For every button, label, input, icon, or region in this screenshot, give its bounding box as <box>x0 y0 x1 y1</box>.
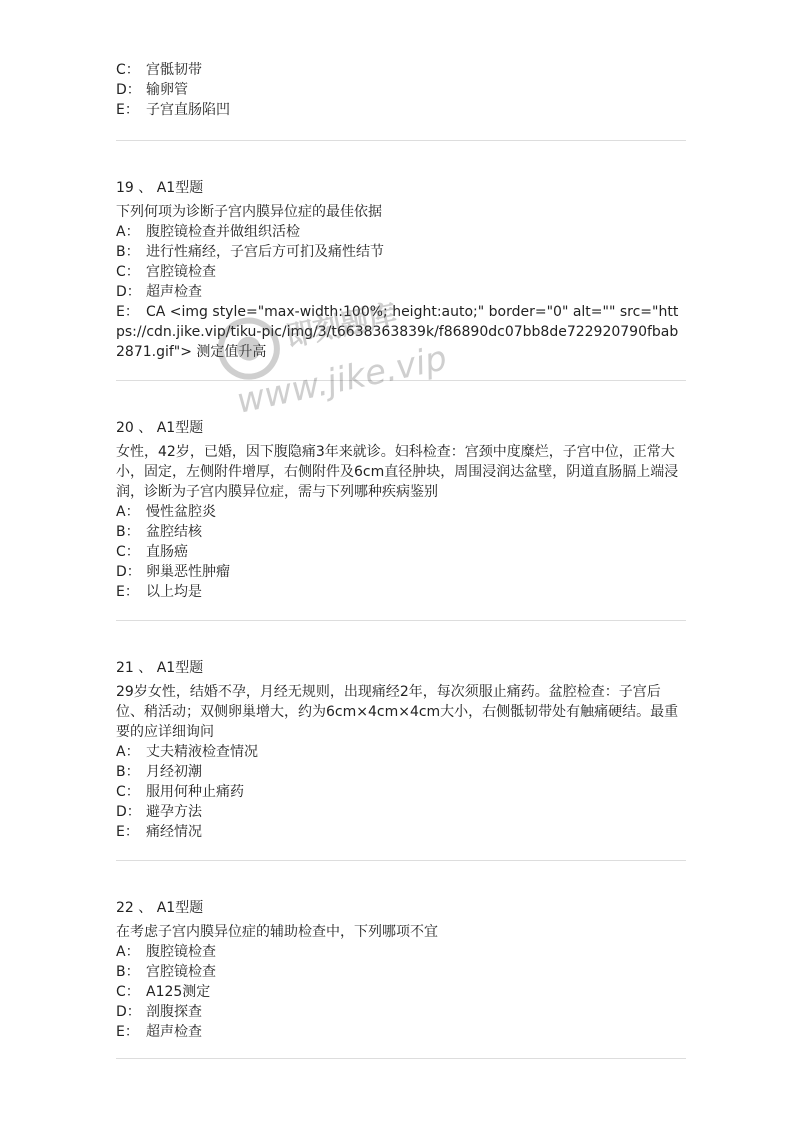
option-e: E： 子宫直肠陷凹 <box>116 102 230 118</box>
previous-question-options <box>116 60 686 120</box>
option-a: A： 丈夫精液检查情况 <box>116 744 258 760</box>
question-header: 21 、 A1型题 <box>116 660 204 676</box>
option-d: D： 剖腹探查 <box>116 1004 202 1020</box>
option-b: B： 盆腔结核 <box>116 524 202 540</box>
option-c: C： 直肠癌 <box>116 544 188 560</box>
question-stem: 29岁女性，结婚不孕，月经无规则，出现痛经2年，每次须服止痛药。盆腔检查：子宫后位、稍活动；双侧卵巢增大，约为6cm×4cm×4cm大小，右侧骶韧带处有触痛硬结。最重要的应详细询问 <box>116 684 679 740</box>
question-22 <box>116 898 686 1042</box>
option-c: C： 服用何种止痛药 <box>116 784 244 800</box>
divider <box>116 1058 686 1059</box>
question-20 <box>116 418 686 602</box>
question-header: 20 、 A1型题 <box>116 420 204 436</box>
question-stem: 在考虑子宫内膜异位症的辅助检查中，下列哪项不宜 <box>116 924 438 940</box>
option-a: A： 腹腔镜检查 <box>116 944 216 960</box>
question-stem: 下列何项为诊断子宫内膜异位症的最佳依据 <box>116 204 382 220</box>
option-e: E： 以上均是 <box>116 584 202 600</box>
option-a: A： 慢性盆腔炎 <box>116 504 216 520</box>
question-header: 19 、 A1型题 <box>116 180 204 196</box>
option-b: B： 月经初潮 <box>116 764 202 780</box>
option-a: A： 腹腔镜检查并做组织活检 <box>116 224 300 240</box>
watermark-text-cn: 即刻题库 <box>283 297 400 354</box>
question-stem: 女性，42岁，已婚，因下腹隐痛3年来就诊。妇科检查：宫颈中度糜烂，子宫中位，正常大小，固定，左侧附件增厚，右侧附件及6cm直径肿块，周围浸润达盆壁，阴道直肠膈上端浸润，诊断为子宫内膜异位症，需与下列哪种疾病鉴别 <box>116 444 679 500</box>
option-c: C： 宫骶韧带 <box>116 62 202 78</box>
option-d: D： 输卵管 <box>116 82 188 98</box>
watermark-text-url: www.jike.vip <box>233 338 451 422</box>
option-c: C： A125测定 <box>116 984 211 1000</box>
option-d: D： 卵巢恶性肿瘤 <box>116 564 230 580</box>
option-d: D： 超声检查 <box>116 284 202 300</box>
option-b: B： 进行性痛经，子宫后方可扪及痛性结节 <box>116 244 384 260</box>
question-21 <box>116 658 686 842</box>
option-e: E： 超声检查 <box>116 1024 202 1040</box>
divider <box>116 620 686 621</box>
option-b: B： 宫腔镜检查 <box>116 964 216 980</box>
question-header: 22 、 A1型题 <box>116 900 204 916</box>
divider <box>116 140 686 141</box>
option-e: E： 痛经情况 <box>116 824 202 840</box>
divider <box>116 380 686 381</box>
question-19 <box>116 178 686 362</box>
divider <box>116 860 686 861</box>
option-c: C： 宫腔镜检查 <box>116 264 216 280</box>
option-e: E： CA <img style="max-width:100%; height:auto;" border="0" alt="" src="https://cdn.jike.vip/tiku-pic/img/3/t6638363839k/f86890dc07bb8de722920790fbab2871.gif"> 测定值升高 <box>116 304 679 360</box>
option-d: D： 避孕方法 <box>116 804 202 820</box>
